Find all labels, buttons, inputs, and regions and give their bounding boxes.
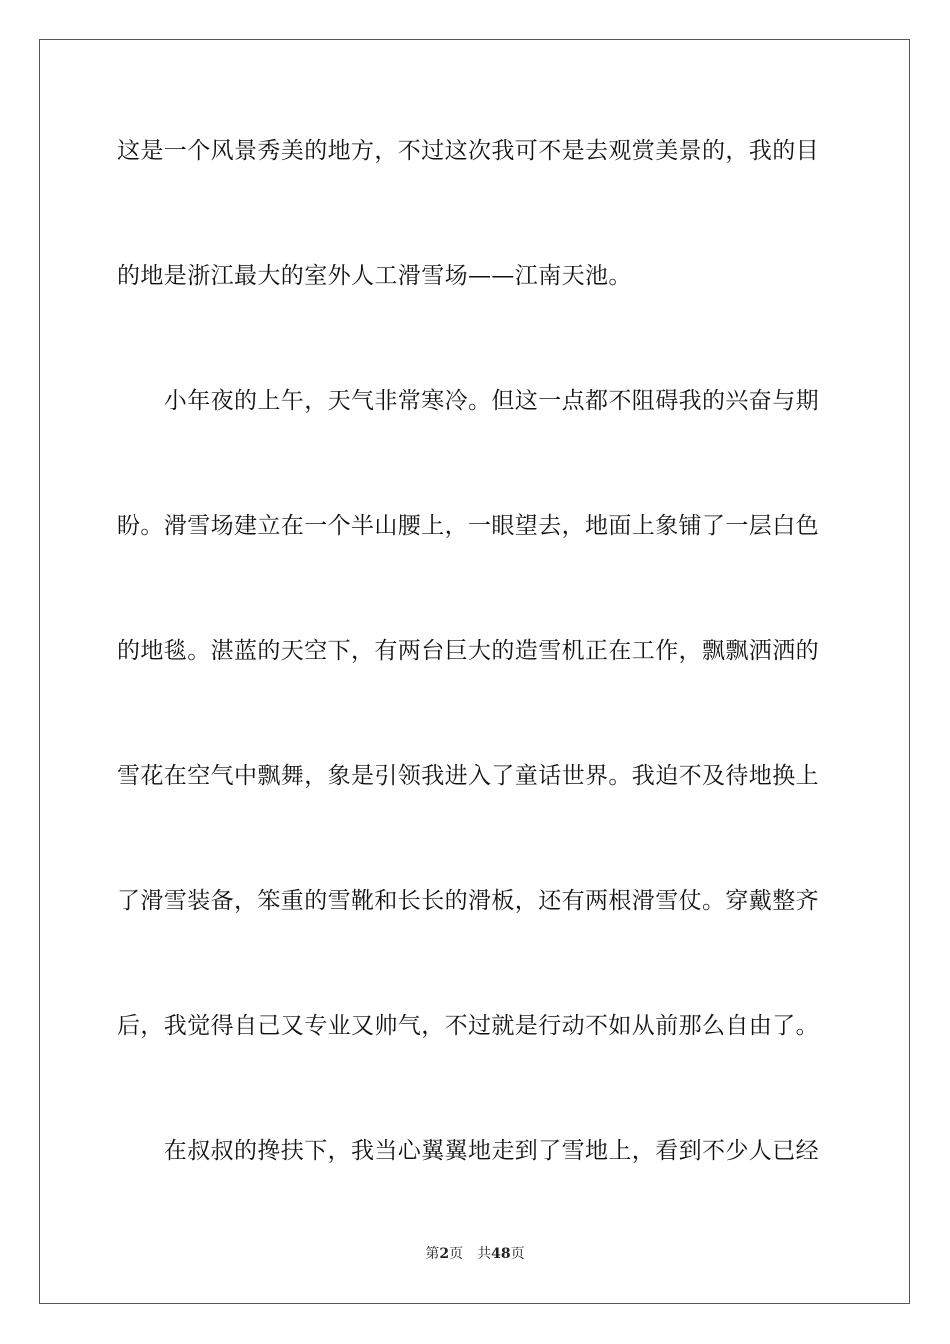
text-line: 的地是浙江最大的室外人工滑雪场——江南天池。 [117,263,632,289]
page-label-suffix: 页 [449,1246,464,1262]
text-line: 的地毯。湛蓝的天空下，有两台巨大的造雪机正在工作，飘飘洒洒的 [117,638,819,664]
page-total: 48 [491,1246,511,1262]
text-line: 小年夜的上午，天气非常寒冷。但这一点都不阻碍我的兴奋与期 [117,388,819,414]
text-line: 了滑雪装备，笨重的雪靴和长长的滑板，还有两根滑雪仗。穿戴整齐 [117,888,819,914]
total-label-suffix: 页 [510,1246,525,1262]
text-line: 这是一个风景秀美的地方，不过这次我可不是去观赏美景的，我的目 [117,138,819,164]
text-line: 在叔叔的搀扶下，我当心翼翼地走到了雪地上，看到不少人已经 [117,1138,819,1164]
page-current: 2 [439,1246,450,1262]
text-line: 盼。滑雪场建立在一个半山腰上，一眼望去，地面上象铺了一层白色 [117,513,819,539]
page-footer [0,1244,950,1264]
text-line: 后，我觉得自己又专业又帅气，不过就是行动不如从前那么自由了。 [117,1013,819,1039]
text-line: 雪花在空气中飘舞，象是引领我进入了童话世界。我迫不及待地换上 [117,763,819,789]
page-border [39,39,910,1304]
total-label-prefix: 共 [477,1246,492,1262]
page-label-prefix: 第 [425,1246,440,1262]
